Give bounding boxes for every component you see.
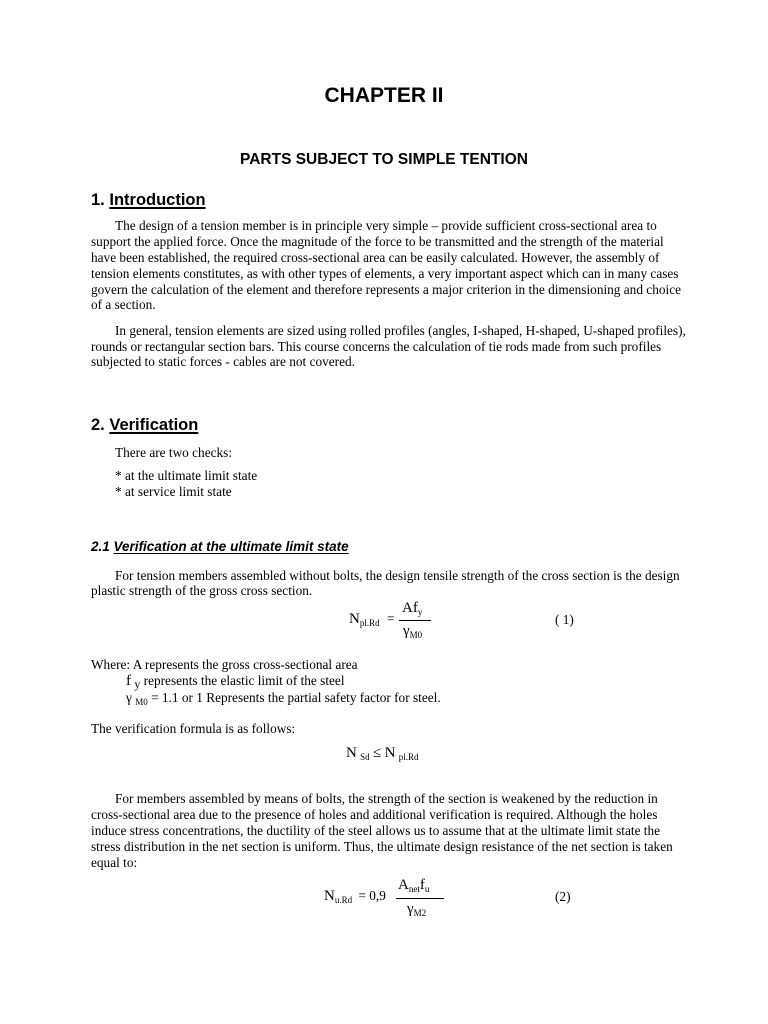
verif-n-plrd-symbol: N [384,745,396,761]
section-1-heading [91,191,206,210]
eq1-numerator-symbol: Af [402,600,418,616]
chapter-title: CHAPTER II [324,84,444,107]
sec21-p2-line3: induce stress concentrations, the ductility of the steel allows us to assume that at the ultimate limit state the [91,823,661,838]
section-2-1-number: 2.1 [91,539,110,554]
eq1-equals: = [386,611,395,626]
eq2-denominator-subscript: M2 [413,908,427,918]
where-line-1: Where: A represents the gross cross-sectional area [91,657,358,672]
eq2-numerator-f-subscript: u [424,884,430,894]
eq2-lhs-symbol: N [324,888,335,904]
equation-1-numerator [402,600,422,617]
sec1-p1-line3: have been established, the required cross-sectional area can be easily calculated. However, the assembly of [91,250,660,265]
where-f-symbol: f [126,673,131,689]
equation-1-lhs [349,611,394,628]
eq1-numerator-subscript: y [417,607,423,617]
equation-1-denominator [403,623,422,640]
sec21-p1-line2: plastic strength of the gross cross section. [91,583,313,598]
where-gamma-description: = 1.1 or 1 Represents the partial safety factor for steel. [151,690,441,705]
sec1-p1-line1: The design of a tension member is in principle very simple – provide sufficient cross-sectional area to [115,218,657,233]
equation-2-lhs [324,888,386,905]
where-gamma-subscript: M0 [135,697,148,707]
verif-n-sd-symbol: N [346,745,357,761]
eq2-numerator-a-symbol: A [398,877,409,893]
section-2-1-heading [91,539,349,554]
verif-n-plrd-subscript: pl.Rd [398,752,419,762]
eq2-equals-coefficient: = 0,9 [358,888,386,903]
section-1-title: Introduction [109,191,206,209]
sec2-check-1: * at the ultimate limit state [115,468,258,483]
equation-2-denominator [407,901,426,918]
verification-intro: The verification formula is as follows: [91,721,296,736]
verif-n-sd-subscript: Sd [360,752,370,762]
eq1-denominator-subscript: M0 [409,630,423,640]
where-f-description: represents the elastic limit of the steel [143,673,345,688]
eq2-numerator-f-symbol: f [419,877,425,893]
sec21-p2-line1: For members assembled by means of bolts, the strength of the section is weakened by the reduction in [115,791,658,806]
eq2-lhs-subscript: u.Rd [334,895,353,905]
where-gamma-symbol: γ [126,690,132,705]
sec1-p1-line4: tension elements constitutes, as with other types of elements, a very important aspect which can in many cases [91,266,679,281]
equation-2-fraction-bar [396,898,444,899]
sec2-intro: There are two checks: [115,445,233,460]
section-2-number: 2. [91,416,105,434]
sec1-p2-line2: rounds or rectangular section bars. This course concerns the calculation of tie rods made from such profiles [91,339,662,354]
equation-2-number: (2) [555,889,571,904]
where-line-3 [126,690,441,710]
sec21-p2-line5: equal to: [91,855,138,870]
eq1-lhs-subscript: pl.Rd [359,618,380,628]
section-1-number: 1. [91,191,105,209]
equation-1-number: ( 1) [555,612,574,627]
sec21-p2-line4: stress distribution in the net section is uniform. Thus, the ultimate design resistance of the net section is taken [91,839,673,854]
eq1-lhs-symbol: N [349,611,360,627]
equation-1 [345,598,585,644]
equation-2 [324,874,584,922]
sec1-p2-line3: subjected to static forces - cables are not covered. [91,354,355,369]
eq2-numerator-a-subscript: net [408,884,420,894]
where-f-subscript: y [134,677,141,691]
sec21-p2-line2: cross-sectional area due to the presence of holes and additional verification is required. Although the holes [91,807,658,822]
section-2-title: Verification [109,416,199,434]
sec2-check-2: * at service limit state [115,484,232,499]
sec1-p2-line1: In general, tension elements are sized using rolled profiles (angles, I-shaped, H-shaped, U-shaped profiles), [115,323,686,338]
sec1-p1-line5: govern the calculation of the element and therefore represents a major criterion in the dimensioning and choice [91,282,682,297]
eq2-denominator-symbol: γ [407,901,414,917]
part-title: PARTS SUBJECT TO SIMPLE TENTION [240,151,528,168]
verif-operator: ≤ [373,745,382,761]
sec21-p1-line1: For tension members assembled without bolts, the design tensile strength of the cross section is the design [115,568,680,583]
equation-2-numerator [398,877,429,894]
section-2-heading [91,416,198,435]
sec1-p1-line2: support the applied force. Once the magnitude of the force to be transmitted and the strength of the material [91,234,664,249]
section-2-1-title: Verification at the ultimate limit state [113,539,349,554]
equation-1-fraction-bar [399,620,431,621]
eq1-denominator-symbol: γ [403,623,410,639]
sec1-p1-line6: of a section. [91,297,156,312]
verification-formula [346,745,419,762]
